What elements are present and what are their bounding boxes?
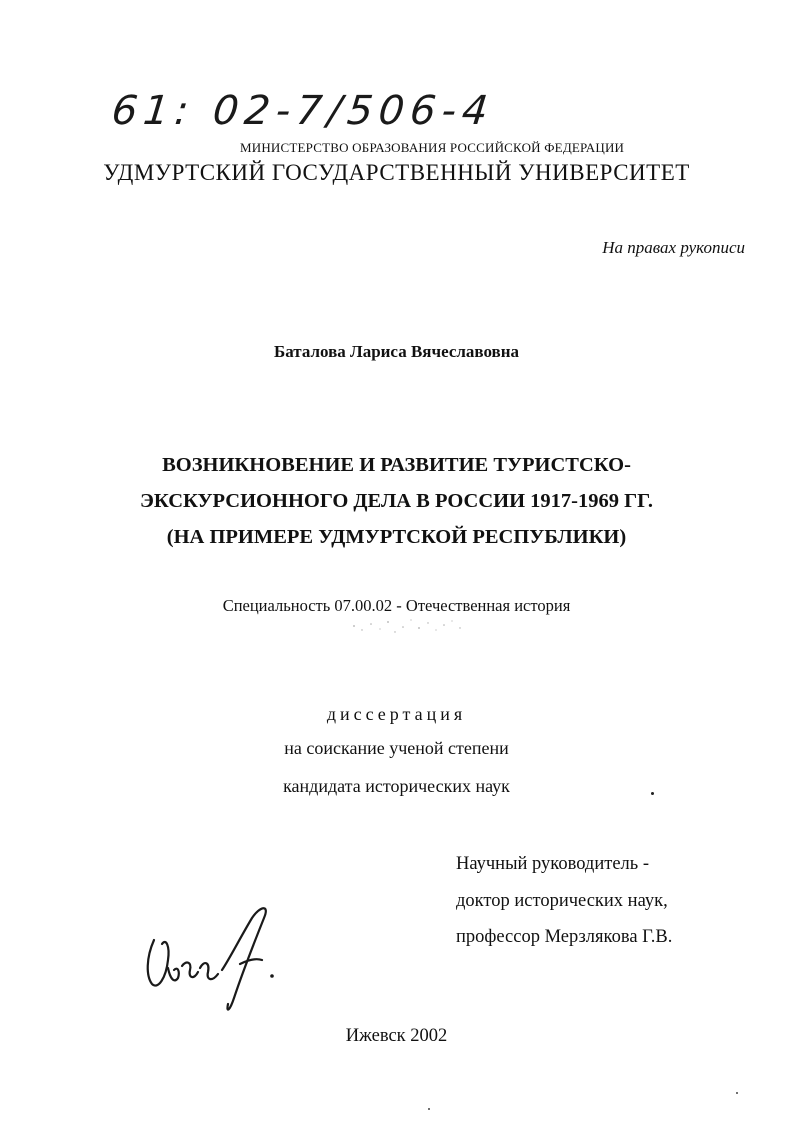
city-year: Ижевск 2002 xyxy=(345,1026,448,1046)
dissertation-title xyxy=(0,447,793,555)
supervisor-name: профессор Мерзлякова Г.В. xyxy=(456,927,673,947)
title-line: (НА ПРИМЕРЕ УДМУРТСКОЙ РЕСПУБЛИКИ) xyxy=(166,526,627,548)
ministry-header: МИНИСТЕРСТВО ОБРАЗОВАНИЯ РОССИЙСКОЙ ФЕДЕРАЦИИ xyxy=(240,140,625,155)
supervisor-block xyxy=(456,846,672,956)
degree-line: на соискание ученой степени xyxy=(284,738,509,758)
specialty: Специальность 07.00.02 - Отечественная история xyxy=(222,596,571,615)
supervisor-role: Научный руководитель - xyxy=(456,854,649,874)
title-line: ЭКСКУРСИОННОГО ДЕЛА В РОССИИ 1917-1969 ГГ. xyxy=(139,490,654,512)
stamp-smudge xyxy=(340,608,480,636)
work-type: диссертация xyxy=(326,704,467,724)
author-name: Баталова Лариса Вячеславовна xyxy=(273,342,520,361)
stray-dot xyxy=(651,792,654,795)
university-name: УДМУРТСКИЙ ГОСУДАРСТВЕННЫЙ УНИВЕРСИТЕТ xyxy=(103,160,690,185)
degree-field: кандидата исторических наук xyxy=(283,776,510,796)
scan-speck xyxy=(736,1092,738,1094)
handwritten-signature xyxy=(140,898,300,1018)
supervisor-degree: доктор исторических наук, xyxy=(456,890,668,911)
title-line: ВОЗНИКНОВЕНИЕ И РАЗВИТИЕ ТУРИСТСКО- xyxy=(162,454,631,476)
rights-note: На правах рукописи xyxy=(602,238,745,257)
scan-speck xyxy=(428,1108,430,1110)
archive-code-handwritten: 61: 02-7/506-4 xyxy=(109,88,496,134)
